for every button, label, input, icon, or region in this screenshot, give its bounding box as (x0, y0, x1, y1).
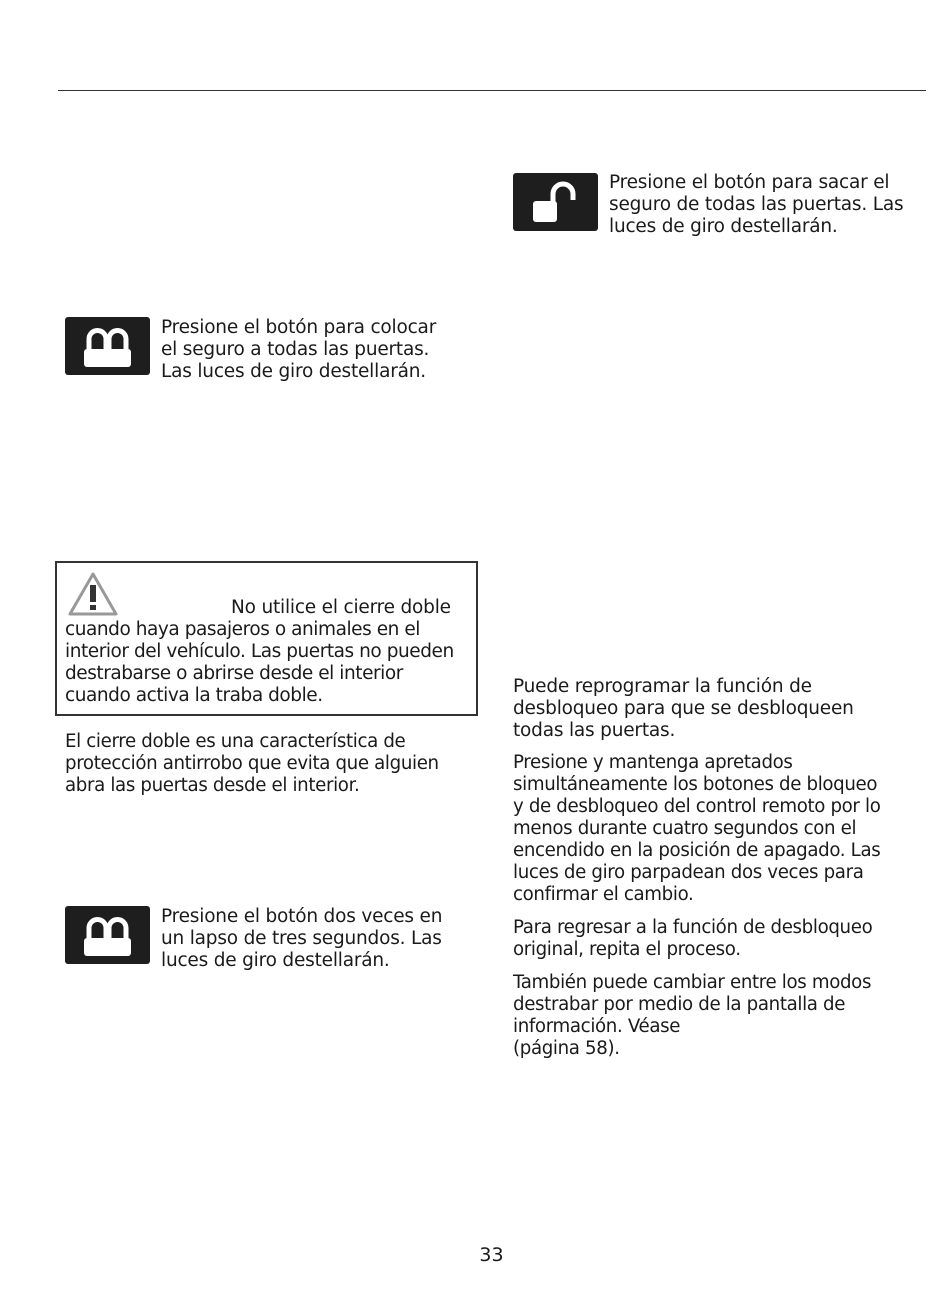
warning-icon (67, 571, 119, 617)
lock-button-icon-box (65, 317, 150, 375)
lock-icon (65, 906, 150, 964)
header-rule (58, 90, 926, 91)
reprogram-paragraph-4: También puede cambiar entre los modos destrabar por medio de la pantalla de información. Véase (página 58). (513, 972, 872, 1059)
double-lock-button-description: Presione el botón dos veces en un lapso de tres segundos. Las luces de giro destellarán. (161, 906, 443, 971)
warning-first-line: No utilice el cierre doble (231, 597, 451, 618)
reprogram-paragraph-2: Presione y mantenga apretados simultáneamente los botones de bloqueo y de desbloqueo del control remoto por lo menos durante cuatro segundos con el encendido en la posición de apagado. Las luces de giro parpadean dos veces para confirmar el cambio. (513, 752, 881, 905)
reprogram-paragraph-1: Puede reprogramar la función de desbloqueo para que se desbloqueen todas las puertas. (513, 676, 854, 741)
page-number: 33 (479, 1244, 504, 1266)
warning-text: cuando haya pasajeros o animales en el interior del vehículo. Las puertas no pueden destrabarse o abrirse desde el interior cuando activa la traba doble. (65, 619, 454, 706)
double-lock-description: El cierre doble es una característica de protección antirrobo que evita que alguien abra las puertas desde el interior. (65, 731, 439, 796)
warning-box (55, 561, 478, 716)
unlock-icon (513, 173, 598, 231)
unlock-button-description: Presione el botón para sacar el seguro de todas las puertas. Las luces de giro destellarán. (609, 172, 904, 237)
reprogram-paragraph-3: Para regresar a la función de desbloqueo original, repita el proceso. (513, 917, 873, 960)
double-lock-button-icon-box (65, 906, 150, 964)
unlock-button-icon-box (513, 173, 598, 231)
lock-button-description: Presione el botón para colocar el seguro a todas las puertas. Las luces de giro destellarán. (161, 317, 437, 382)
lock-icon (65, 317, 150, 375)
